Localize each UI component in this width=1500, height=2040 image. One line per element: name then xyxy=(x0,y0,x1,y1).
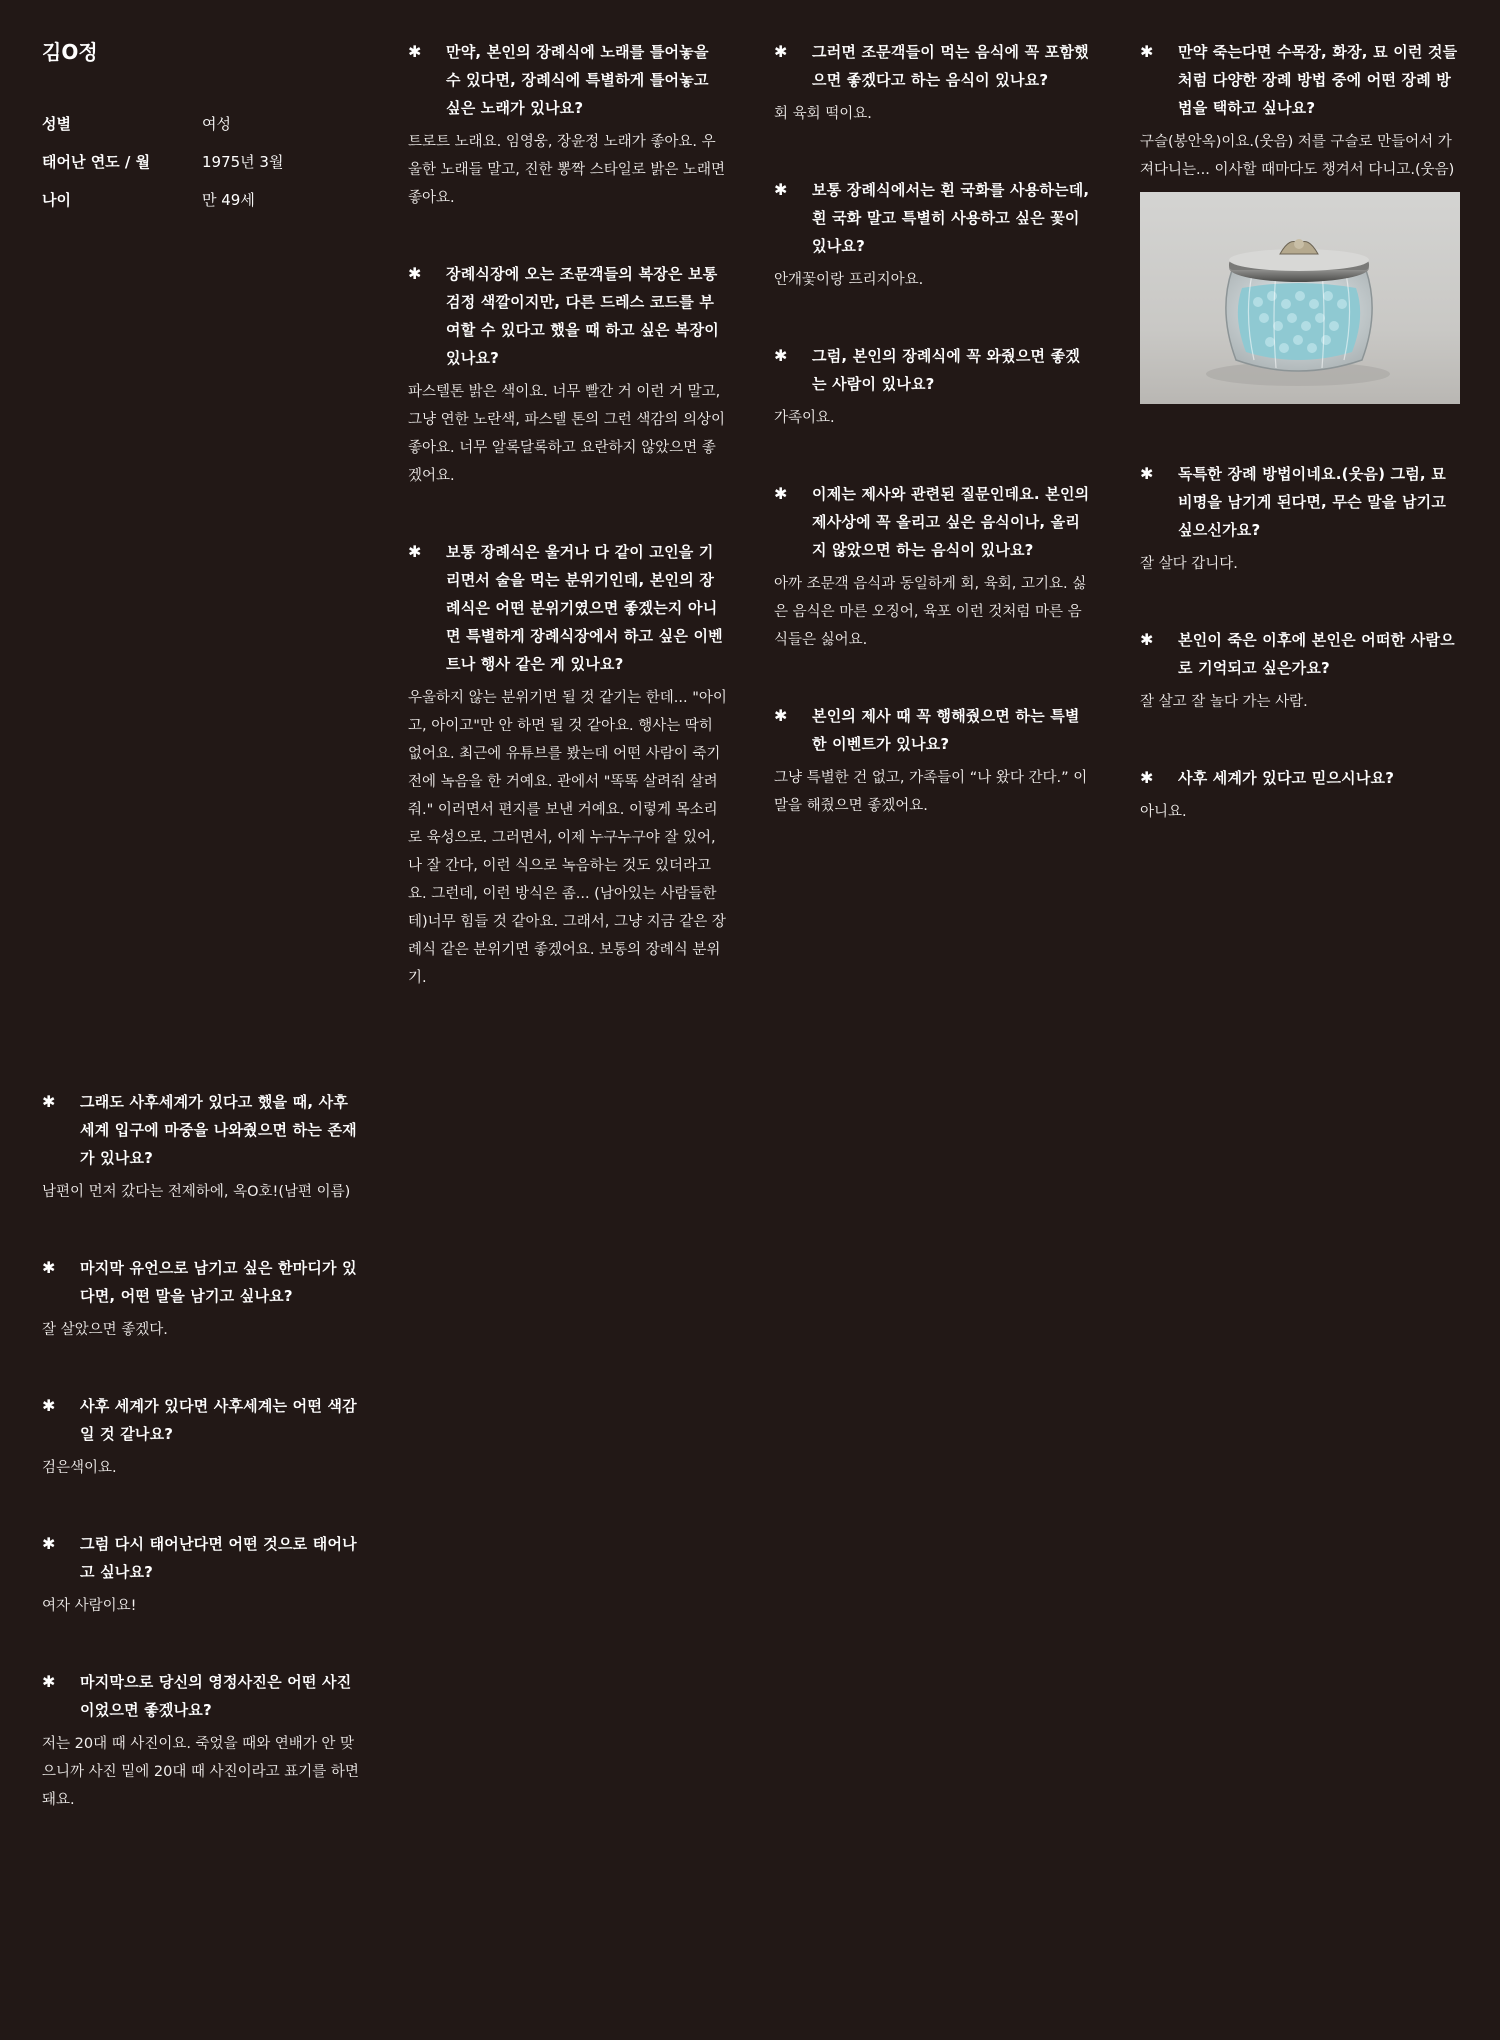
question xyxy=(42,1668,362,1724)
answer-text: 가족이요. xyxy=(774,410,835,426)
profile-value: 여성 xyxy=(202,115,231,133)
question-text: 사후 세계가 있다고 믿으시나요? xyxy=(1178,769,1395,787)
asterisk-icon: ✱ xyxy=(42,1672,56,1691)
qa-item xyxy=(774,38,1094,128)
bead-jar-photo xyxy=(1140,192,1460,404)
answer-text: 회 육회 떡이요. xyxy=(774,106,872,122)
question-text: 마지막으로 당신의 영정사진은 어떤 사진이었으면 좋겠나요? xyxy=(80,1673,352,1719)
qa-item xyxy=(42,1530,362,1620)
question xyxy=(774,176,1094,260)
answer-text: 여자 사람이요! xyxy=(42,1598,137,1614)
profile-label: 성별 xyxy=(42,115,71,133)
qa-item xyxy=(774,702,1094,820)
question xyxy=(774,38,1094,94)
answer-text: 잘 살았으면 좋겠다. xyxy=(42,1322,168,1338)
qa-item xyxy=(1140,626,1460,716)
question xyxy=(774,702,1094,758)
qa-item xyxy=(42,1088,362,1206)
answer-text: 남편이 먼저 갔다는 전제하에, 옥O호!(남편 이름) xyxy=(42,1184,351,1200)
question-text: 장례식장에 오는 조문객들의 복장은 보통 검정 색깔이지만, 다른 드레스 코드를 부여할 수 있다고 했을 때 하고 싶은 복장이 있나요? xyxy=(446,265,719,367)
asterisk-icon: ✱ xyxy=(42,1534,56,1553)
answer-text: 트로트 노래요. 임영웅, 장윤정 노래가 좋아요. 우울한 노래들 말고, 진한 뽕짝 스타일로 밝은 노래면 좋아요. xyxy=(408,134,726,206)
answer-text: 우울하지 않는 분위기면 될 것 같기는 한데... "아이고, 아이고"만 안 하면 될 것 같아요. 행사는 딱히 없어요. 최근에 유튜브를 봤는데 어떤 사람이 죽기 전에 녹음을 한 거예요. 관에서 "똑똑 살려줘 살려줘." 이러면서 편지를 보낸 거예요. 이렇게 목소리로 육성으로. 그러면서, 이제 누구누구야 잘 있어, 나 잘 간다, 이런 식으로 녹음하는 것도 있더라고요. 그런데, 이런 방식은 좀... (남아있는 사람들한테)너무 힘들 것 같아요. 그래서, 그냥 지금 같은 장례식 같은 분위기면 좋겠어요. 보통의 장례식 분위기. xyxy=(408,690,727,986)
question-text: 그러면 조문객들이 먹는 음식에 꼭 포함했으면 좋겠다고 하는 음식이 있나요? xyxy=(812,43,1089,89)
interviewee-name: 김O정 xyxy=(42,40,98,64)
asterisk-icon: ✱ xyxy=(42,1092,56,1111)
asterisk-icon: ✱ xyxy=(408,42,422,61)
asterisk-icon: ✱ xyxy=(774,42,788,61)
qa-item xyxy=(1140,460,1460,578)
question-text: 그래도 사후세계가 있다고 했을 때, 사후 세계 입구에 마중을 나와줬으면 하는 존재가 있나요? xyxy=(80,1093,357,1167)
question-text: 독특한 장례 방법이네요.(웃음) 그럼, 묘비명을 남기게 된다면, 무슨 말을 남기고 싶으신가요? xyxy=(1178,465,1447,539)
qa-column-2 xyxy=(408,38,728,1040)
answer-text: 검은색이요. xyxy=(42,1460,117,1476)
question xyxy=(774,342,1094,398)
profile-row-age xyxy=(42,190,362,210)
asterisk-icon: ✱ xyxy=(1140,464,1154,483)
qa-column-3 xyxy=(774,38,1094,868)
question-text: 그럼, 본인의 장례식에 꼭 와줬으면 좋겠는 사람이 있나요? xyxy=(812,347,1081,393)
asterisk-icon: ✱ xyxy=(774,484,788,503)
qa-item xyxy=(42,1668,362,1814)
question xyxy=(1140,460,1460,544)
asterisk-icon: ✱ xyxy=(408,264,422,283)
answer-text: 아니요. xyxy=(1140,804,1187,820)
question-text: 보통 장례식은 울거나 다 같이 고인을 기리면서 술을 먹는 분위기인데, 본인의 장례식은 어떤 분위기였으면 좋겠는지 아니면 특별하게 장례식장에서 하고 싶은 이벤트나 행사 같은 게 있나요? xyxy=(446,543,723,673)
qa-item xyxy=(408,38,728,212)
question-text: 만약, 본인의 장례식에 노래를 틀어놓을 수 있다면, 장례식에 특별하게 틀어놓고 싶은 노래가 있나요? xyxy=(446,43,709,117)
answer-text: 안개꽃이랑 프리지아요. xyxy=(774,272,924,288)
qa-item xyxy=(774,480,1094,654)
answer-text: 구슬(봉안옥)이요.(웃음) 저를 구슬로 만들어서 가져다니는... 이사할 때마다도 챙겨서 다니고.(웃음) xyxy=(1140,134,1455,178)
profile-section xyxy=(42,38,362,228)
question xyxy=(42,1088,362,1172)
qa-column-4 xyxy=(1140,38,1460,874)
question xyxy=(42,1254,362,1310)
question xyxy=(408,38,728,122)
question-text: 만약 죽는다면 수목장, 화장, 묘 이런 것들처럼 다양한 장례 방법 중에 어떤 장례 방법을 택하고 싶나요? xyxy=(1178,43,1458,117)
question-text: 그럼 다시 태어난다면 어떤 것으로 태어나고 싶나요? xyxy=(80,1535,357,1581)
asterisk-icon: ✱ xyxy=(1140,630,1154,649)
question-text: 이제는 제사와 관련된 질문인데요. 본인의 제사상에 꼭 올리고 싶은 음식이나, 올리지 않았으면 하는 음식이 있나요? xyxy=(812,485,1090,559)
question xyxy=(42,1530,362,1586)
profile-value: 만 49세 xyxy=(202,191,255,209)
qa-item xyxy=(774,342,1094,432)
question xyxy=(42,1392,362,1448)
answer-text: 잘 살다 갑니다. xyxy=(1140,556,1238,572)
question xyxy=(1140,38,1460,122)
asterisk-icon: ✱ xyxy=(42,1396,56,1415)
asterisk-icon: ✱ xyxy=(42,1258,56,1277)
answer-text: 그냥 특별한 건 없고, 가족들이 “나 왔다 간다.” 이 말을 해줬으면 좋겠어요. xyxy=(774,770,1088,814)
question xyxy=(1140,764,1460,792)
question-text: 사후 세계가 있다면 사후세계는 어떤 색감일 것 같나요? xyxy=(80,1397,357,1443)
qa-item xyxy=(42,1392,362,1482)
question xyxy=(408,538,728,678)
asterisk-icon: ✱ xyxy=(408,542,422,561)
qa-item xyxy=(1140,38,1460,184)
profile-label: 나이 xyxy=(42,191,71,209)
question-text: 마지막 유언으로 남기고 싶은 한마디가 있다면, 어떤 말을 남기고 싶나요? xyxy=(80,1259,357,1305)
asterisk-icon: ✱ xyxy=(1140,768,1154,787)
qa-item xyxy=(408,538,728,992)
question-text: 보통 장례식에서는 흰 국화를 사용하는데, 흰 국화 말고 특별히 사용하고 싶은 꽃이 있나요? xyxy=(812,181,1090,255)
qa-item xyxy=(774,176,1094,294)
profile-row-birth xyxy=(42,152,362,172)
question xyxy=(1140,626,1460,682)
asterisk-icon: ✱ xyxy=(774,180,788,199)
qa-item xyxy=(408,260,728,490)
question-text: 본인의 제사 때 꼭 행해줬으면 하는 특별한 이벤트가 있나요? xyxy=(812,707,1080,753)
answer-text: 파스텔톤 밝은 색이요. 너무 빨간 거 이런 거 말고, 그냥 연한 노란색, 파스텔 톤의 그런 색감의 의상이 좋아요. 너무 알록달록하고 요란하지 않았으면 좋겠어요. xyxy=(408,384,726,484)
asterisk-icon: ✱ xyxy=(774,346,788,365)
answer-text: 아까 조문객 음식과 동일하게 회, 육회, 고기요. 싫은 음식은 마른 오징어, 육포 이런 것처럼 마른 음식들은 싫어요. xyxy=(774,576,1087,648)
profile-label: 태어난 연도 / 월 xyxy=(42,153,151,171)
profile-value: 1975년 3월 xyxy=(202,153,284,171)
question xyxy=(408,260,728,372)
asterisk-icon: ✱ xyxy=(774,706,788,725)
question xyxy=(774,480,1094,564)
answer-text: 저는 20대 때 사진이요. 죽었을 때와 연배가 안 맞으니까 사진 밑에 20대 때 사진이라고 표기를 하면 돼요. xyxy=(42,1736,359,1808)
profile-row-gender xyxy=(42,114,362,134)
qa-column-1 xyxy=(42,1088,362,1862)
qa-item xyxy=(42,1254,362,1344)
question-text: 본인이 죽은 이후에 본인은 어떠한 사람으로 기억되고 싶은가요? xyxy=(1178,631,1455,677)
answer-text: 잘 살고 잘 놀다 가는 사람. xyxy=(1140,694,1308,710)
asterisk-icon: ✱ xyxy=(1140,42,1154,61)
qa-item xyxy=(1140,764,1460,826)
